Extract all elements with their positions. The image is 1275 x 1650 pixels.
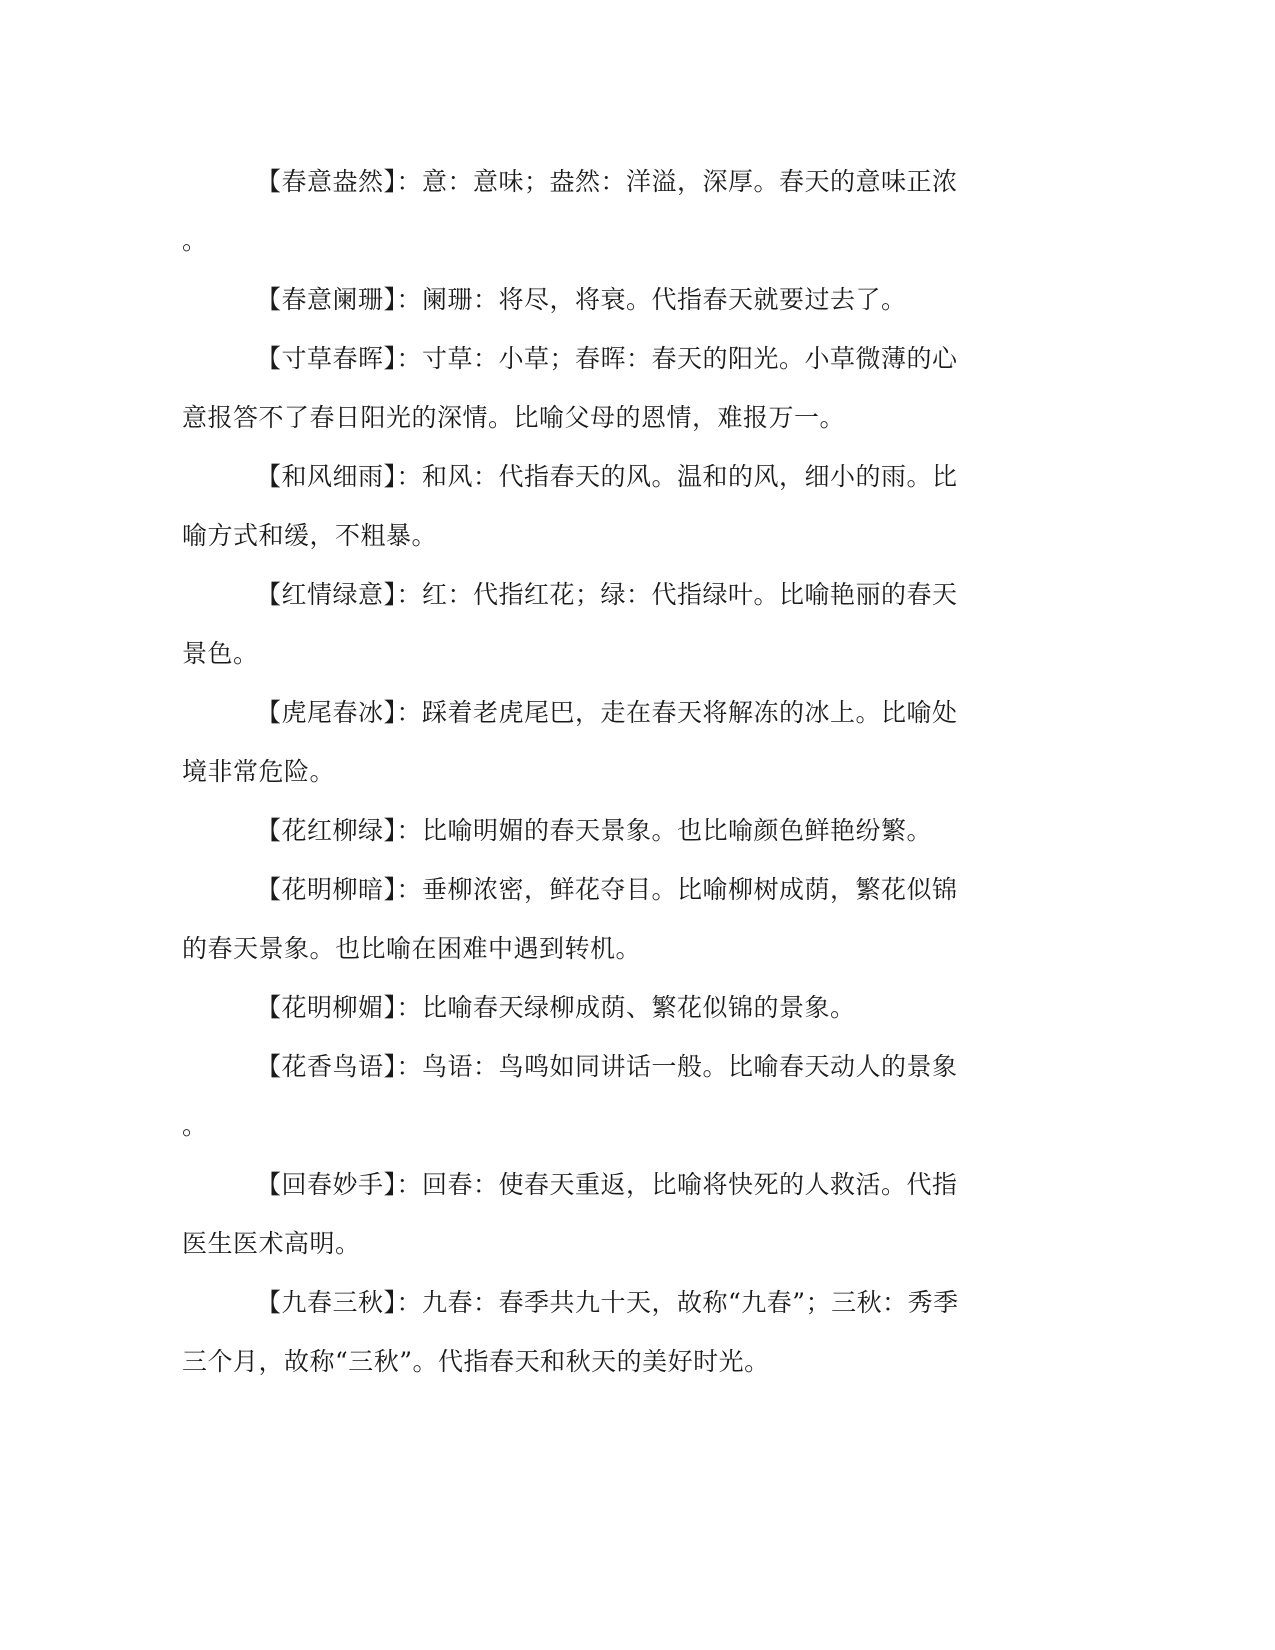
text-line: 【九春三秋】：九春：春季共九十天，故称“九春”；三秋：秀季 xyxy=(256,1288,959,1317)
document-body xyxy=(182,152,1028,1391)
text-line: 三个月，故称“三秋”。代指春天和秋天的美好时光。 xyxy=(182,1347,770,1376)
text-line: 境非常危险。 xyxy=(182,757,336,786)
text-line: 。 xyxy=(182,226,208,255)
text-line: 【和风细雨】：和风：代指春天的风。温和的风，细小的雨。比 xyxy=(256,462,958,491)
text-line: 【虎尾春冰】：踩着老虎尾巴，走在春天将解冻的冰上。比喻处 xyxy=(256,698,958,727)
text-line: 【寸草春晖】：寸草：小草；春晖：春天的阳光。小草微薄的心 xyxy=(256,344,958,373)
text-line: 的春天景象。也比喻在困难中遇到转机。 xyxy=(182,934,642,963)
text-line: 【回春妙手】：回春：使春天重返，比喻将快死的人救活。代指 xyxy=(256,1170,958,1199)
text-line: 景色。 xyxy=(182,639,259,668)
text-line: 【春意盎然】：意：意味；盎然：洋溢，深厚。春天的意味正浓 xyxy=(256,167,958,196)
text-line: 。 xyxy=(182,1111,208,1140)
text-line: 意报答不了春日阳光的深情。比喻父母的恩情，难报万一。 xyxy=(182,403,846,432)
text-line: 【红情绿意】：红：代指红花；绿：代指绿叶。比喻艳丽的春天 xyxy=(256,580,958,609)
text-line: 【花明柳媚】：比喻春天绿柳成荫、繁花似锦的景象。 xyxy=(256,993,856,1022)
text-line: 【春意阑珊】：阑珊：将尽，将衰。代指春天就要过去了。 xyxy=(256,285,907,314)
text-line: 【花香鸟语】：鸟语：鸟鸣如同讲话一般。比喻春天动人的景象 xyxy=(256,1052,958,1081)
text-line: 喻方式和缓，不粗暴。 xyxy=(182,521,438,550)
text-line: 医生医术高明。 xyxy=(182,1229,361,1258)
text-line: 【花明柳暗】：垂柳浓密，鲜花夺目。比喻柳树成荫，繁花似锦 xyxy=(256,875,958,904)
text-line: 【花红柳绿】：比喻明媚的春天景象。也比喻颜色鲜艳纷繁。 xyxy=(256,816,933,845)
